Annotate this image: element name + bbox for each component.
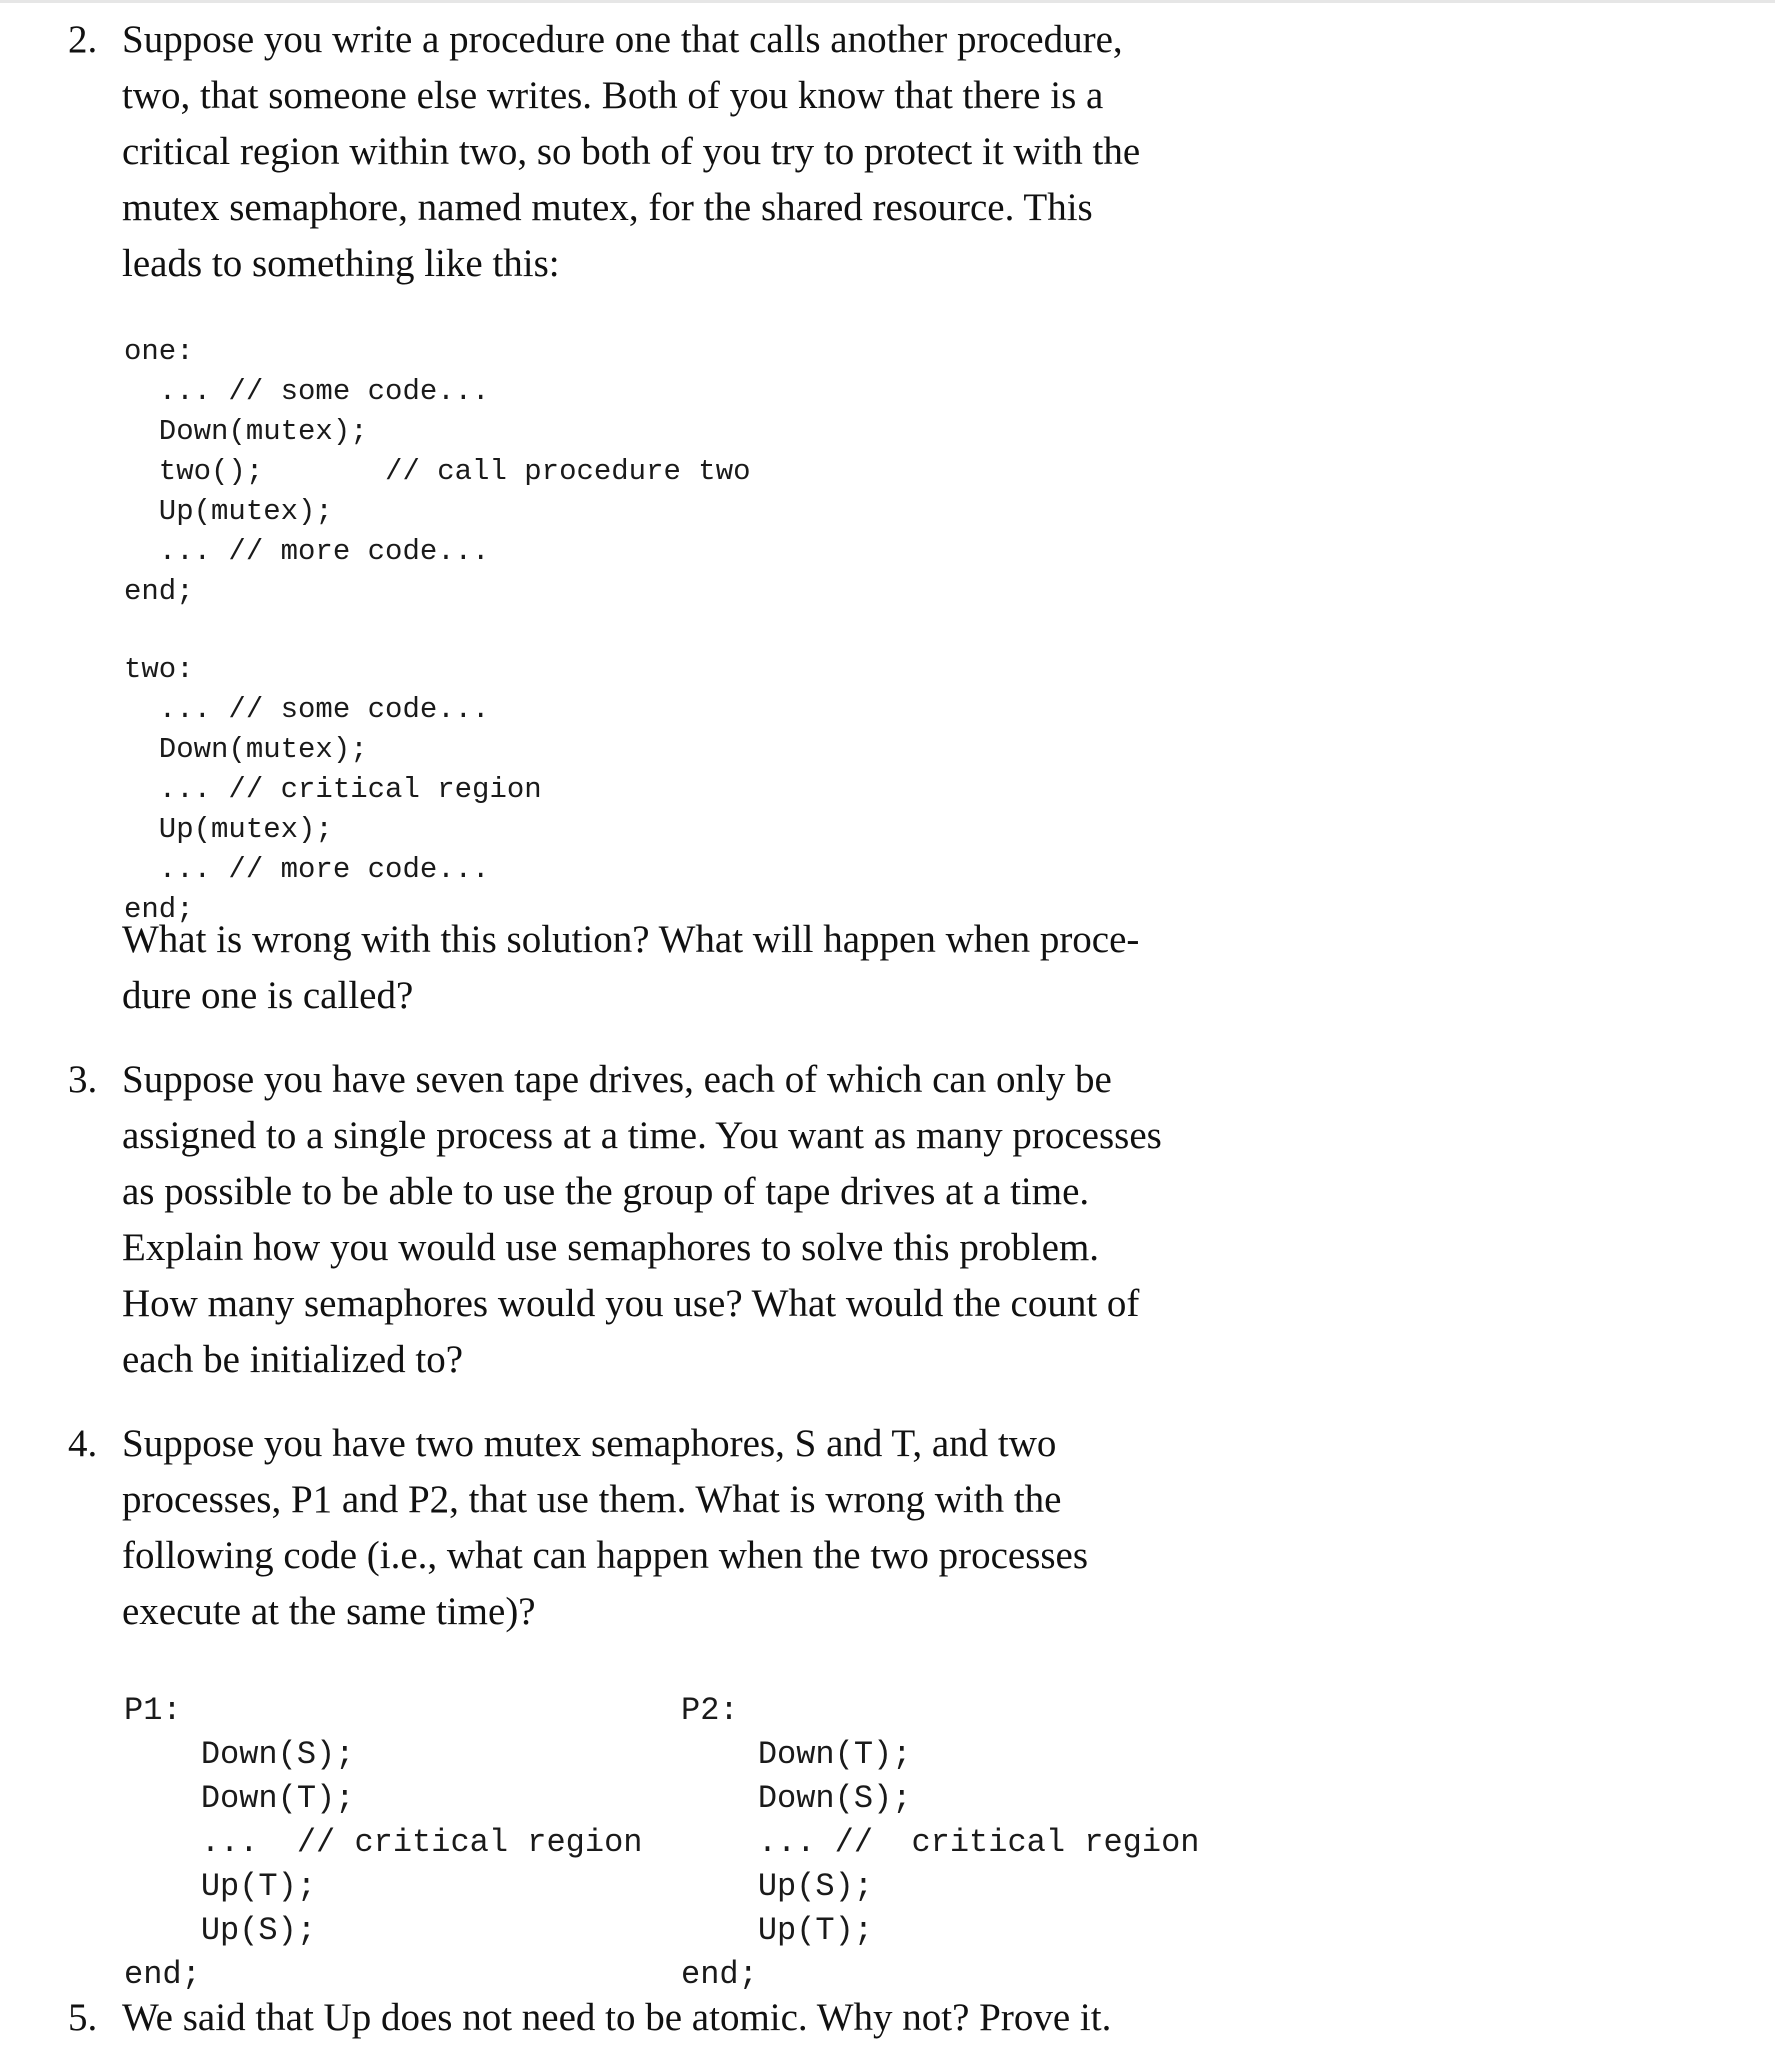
code-line: Down(mutex); — [124, 415, 368, 448]
question-3-text-line: assigned to a single process at a time. You want as many processes — [122, 1114, 1162, 1157]
code-line: end; — [681, 1956, 758, 1993]
question-2-followup-line: What is wrong with this solution? What will happen when proce- — [122, 918, 1140, 961]
code-line: Down(T); — [124, 1780, 355, 1817]
question-4-text-line: processes, P1 and P2, that use them. What is wrong with the — [122, 1478, 1062, 1521]
code-line: Up(S); — [124, 1912, 317, 1949]
code-line: Up(mutex); — [124, 495, 333, 528]
code-block-process-p2 — [681, 1645, 1199, 2041]
code-line: two(); // call procedure two — [124, 455, 751, 488]
question-5-text-line: We said that Up does not need to be atomic. Why not? Prove it. — [122, 1996, 1112, 2039]
question-2-text-line: two, that someone else writes. Both of you know that there is a — [122, 74, 1104, 117]
question-3-text-line: How many semaphores would you use? What would the count of — [122, 1282, 1140, 1325]
question-4-text-line: Suppose you have two mutex semaphores, S and T, and two — [122, 1422, 1057, 1465]
question-3-text-line: each be initialized to? — [122, 1338, 464, 1381]
question-3-text-line: Suppose you have seven tape drives, each of which can only be — [122, 1058, 1112, 1101]
question-4-text-line: execute at the same time)? — [122, 1590, 536, 1633]
code-line: Down(S); — [681, 1780, 912, 1817]
question-2-text-line: leads to something like this: — [122, 242, 560, 285]
code-block-process-p1 — [124, 1645, 642, 2041]
code-block-procedure-one — [124, 292, 751, 652]
code-line: Down(T); — [681, 1736, 912, 1773]
code-line: Down(mutex); — [124, 733, 368, 766]
code-line: ... // more code... — [124, 853, 490, 886]
code-line: P2: — [681, 1692, 739, 1729]
code-line: ... // critical region — [681, 1824, 1200, 1861]
code-line: ... // some code... — [124, 693, 490, 726]
question-2-text-line: critical region within two, so both of you try to protect it with the — [122, 130, 1141, 173]
question-4-text-line: following code (i.e., what can happen when the two processes — [122, 1534, 1089, 1577]
code-line: Up(T); — [681, 1912, 874, 1949]
code-line: ... // more code... — [124, 535, 490, 568]
page-top-border — [0, 0, 1775, 3]
question-3-text-line: Explain how you would use semaphores to solve this problem. — [122, 1226, 1100, 1269]
code-line: end; — [124, 575, 194, 608]
code-line: two: — [124, 653, 194, 686]
code-line: Down(S); — [124, 1736, 355, 1773]
question-2-text-line: mutex semaphore, named mutex, for the shared resource. This — [122, 186, 1093, 229]
code-line: ... // some code... — [124, 375, 490, 408]
question-3-text-line: as possible to be able to use the group of tape drives at a time. — [122, 1170, 1090, 1213]
question-5-number: 5. — [68, 1996, 98, 2039]
code-line: ... // critical region — [124, 1824, 643, 1861]
code-line: Up(T); — [124, 1868, 317, 1905]
code-line: P1: — [124, 1692, 182, 1729]
question-2-number: 2. — [68, 18, 98, 61]
code-line: ... // critical region — [124, 773, 542, 806]
code-line: Up(mutex); — [124, 813, 333, 846]
question-2-followup-line: dure one is called? — [122, 974, 414, 1017]
code-line: one: — [124, 335, 194, 368]
code-line: end; — [124, 1956, 201, 1993]
code-line: Up(S); — [681, 1868, 874, 1905]
question-2-text-line: Suppose you write a procedure one that calls another procedure, — [122, 18, 1123, 61]
question-4-number: 4. — [68, 1422, 98, 1465]
question-3-number: 3. — [68, 1058, 98, 1101]
code-line: end; — [124, 893, 194, 926]
